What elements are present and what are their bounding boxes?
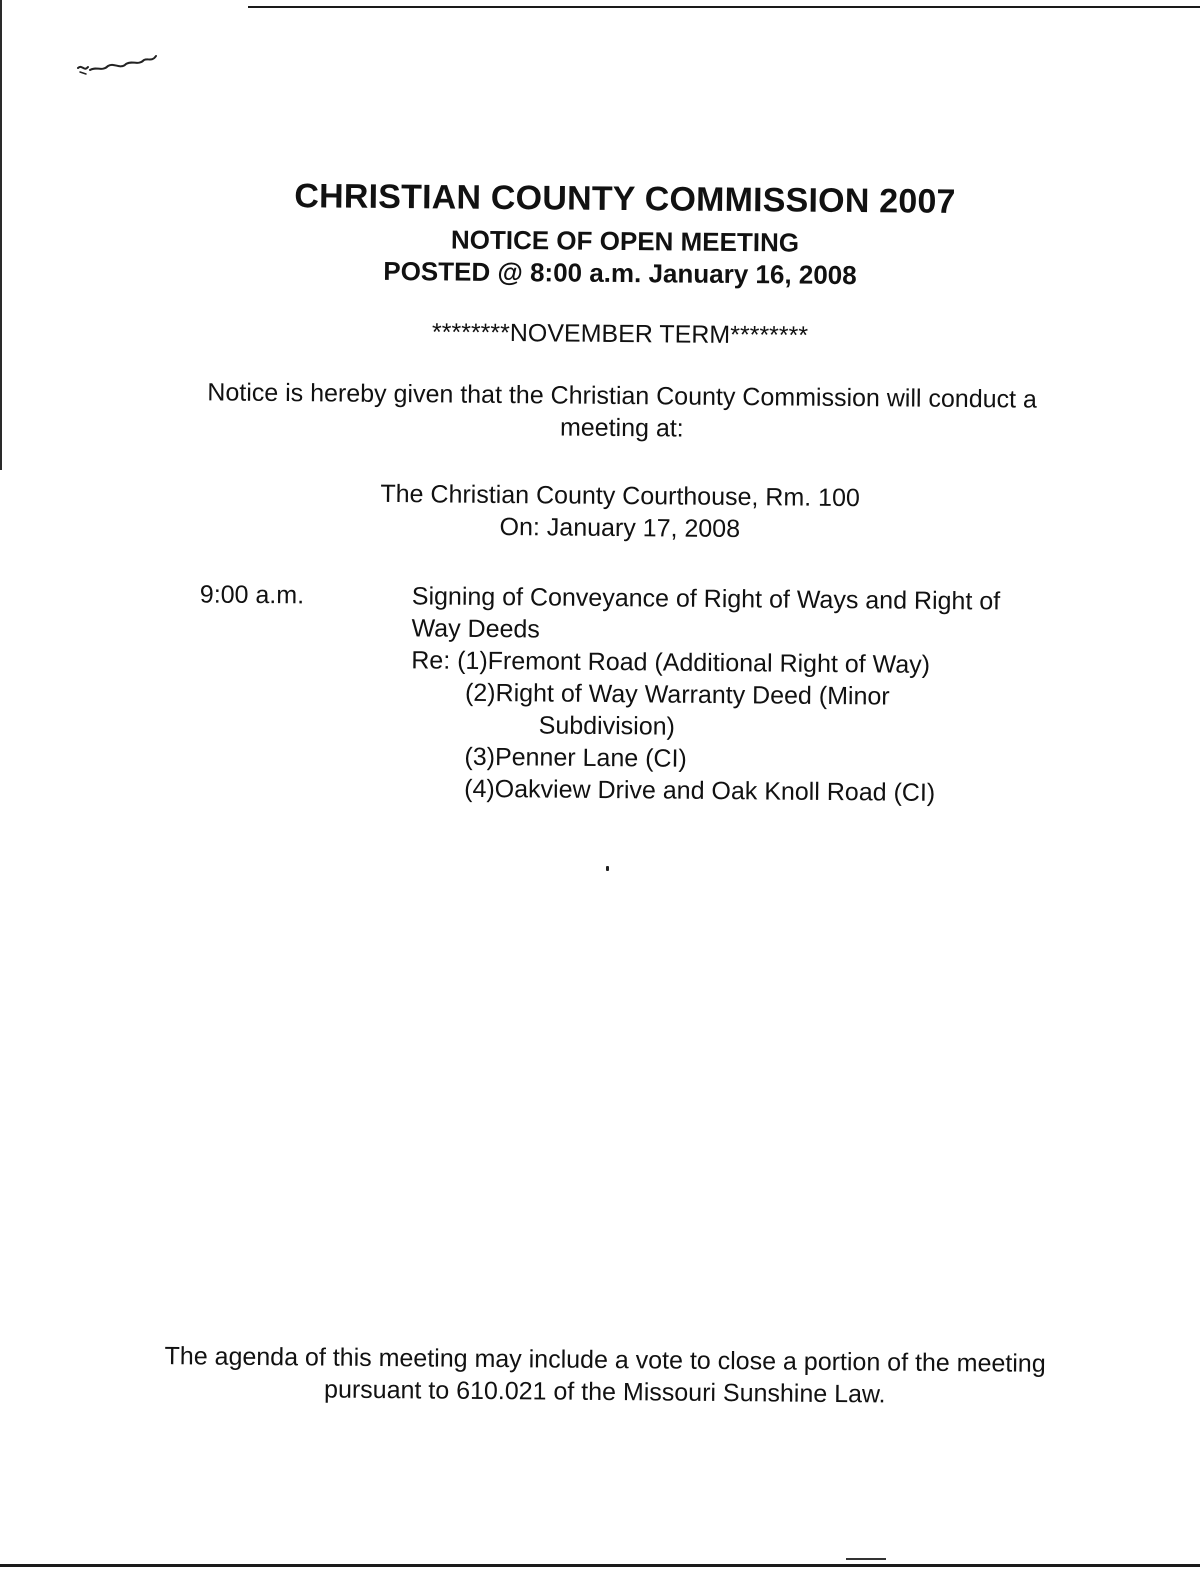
scan-edge-left	[0, 0, 2, 470]
meeting-location	[20, 475, 1200, 549]
agenda-item-2: (2)Right of Way Warranty Deed (Minor	[464, 678, 890, 711]
notice-subtitle: NOTICE OF OPEN MEETING	[450, 224, 800, 258]
handwritten-mark-icon	[76, 50, 158, 76]
stray-mark	[606, 866, 609, 871]
agenda-title-line-2: Way Deeds	[411, 614, 541, 644]
notice-paragraph	[22, 375, 1200, 449]
notice-line-1: Notice is hereby given that the Christian County Commission will conduct a	[207, 378, 1038, 414]
agenda-title-line-1: Signing of Conveyance of Right of Ways and Right of	[411, 582, 1001, 616]
scan-edge-bottom	[0, 1564, 1200, 1567]
agenda-item-4: (4)Oakview Drive and Oak Knoll Road (CI)	[464, 774, 936, 807]
footer-notice	[5, 1339, 1200, 1413]
notice-line-2: meeting at:	[559, 413, 684, 443]
agenda-item-2-continued: Subdivision)	[538, 711, 676, 741]
agenda-item-3: (3)Penner Lane (CI)	[464, 742, 687, 773]
footer-line-2: pursuant to 610.021 of the Missouri Sunshine Law.	[323, 1375, 886, 1409]
re-label: Re:	[411, 646, 458, 675]
scan-edge-top	[248, 6, 1200, 8]
agenda-time: 9:00 a.m.	[199, 580, 305, 610]
location-date: On: January 17, 2008	[499, 512, 741, 544]
location-place: The Christian County Courthouse, Rm. 100	[380, 479, 860, 513]
term-label: ********NOVEMBER TERM********	[431, 318, 809, 350]
page-title: CHRISTIAN COUNTY COMMISSION 2007	[294, 177, 956, 221]
posted-timestamp: POSTED @ 8:00 a.m. January 16, 2008	[383, 255, 857, 291]
agenda-item-1: (1)Fremont Road (Additional Right of Way)	[457, 646, 931, 679]
agenda-description	[410, 580, 1092, 810]
scan-footer-mark	[846, 1558, 886, 1560]
agenda-entry	[0, 577, 1200, 807]
footer-line-1: The agenda of this meeting may include a vote to close a portion of the meeting	[164, 1342, 1046, 1378]
